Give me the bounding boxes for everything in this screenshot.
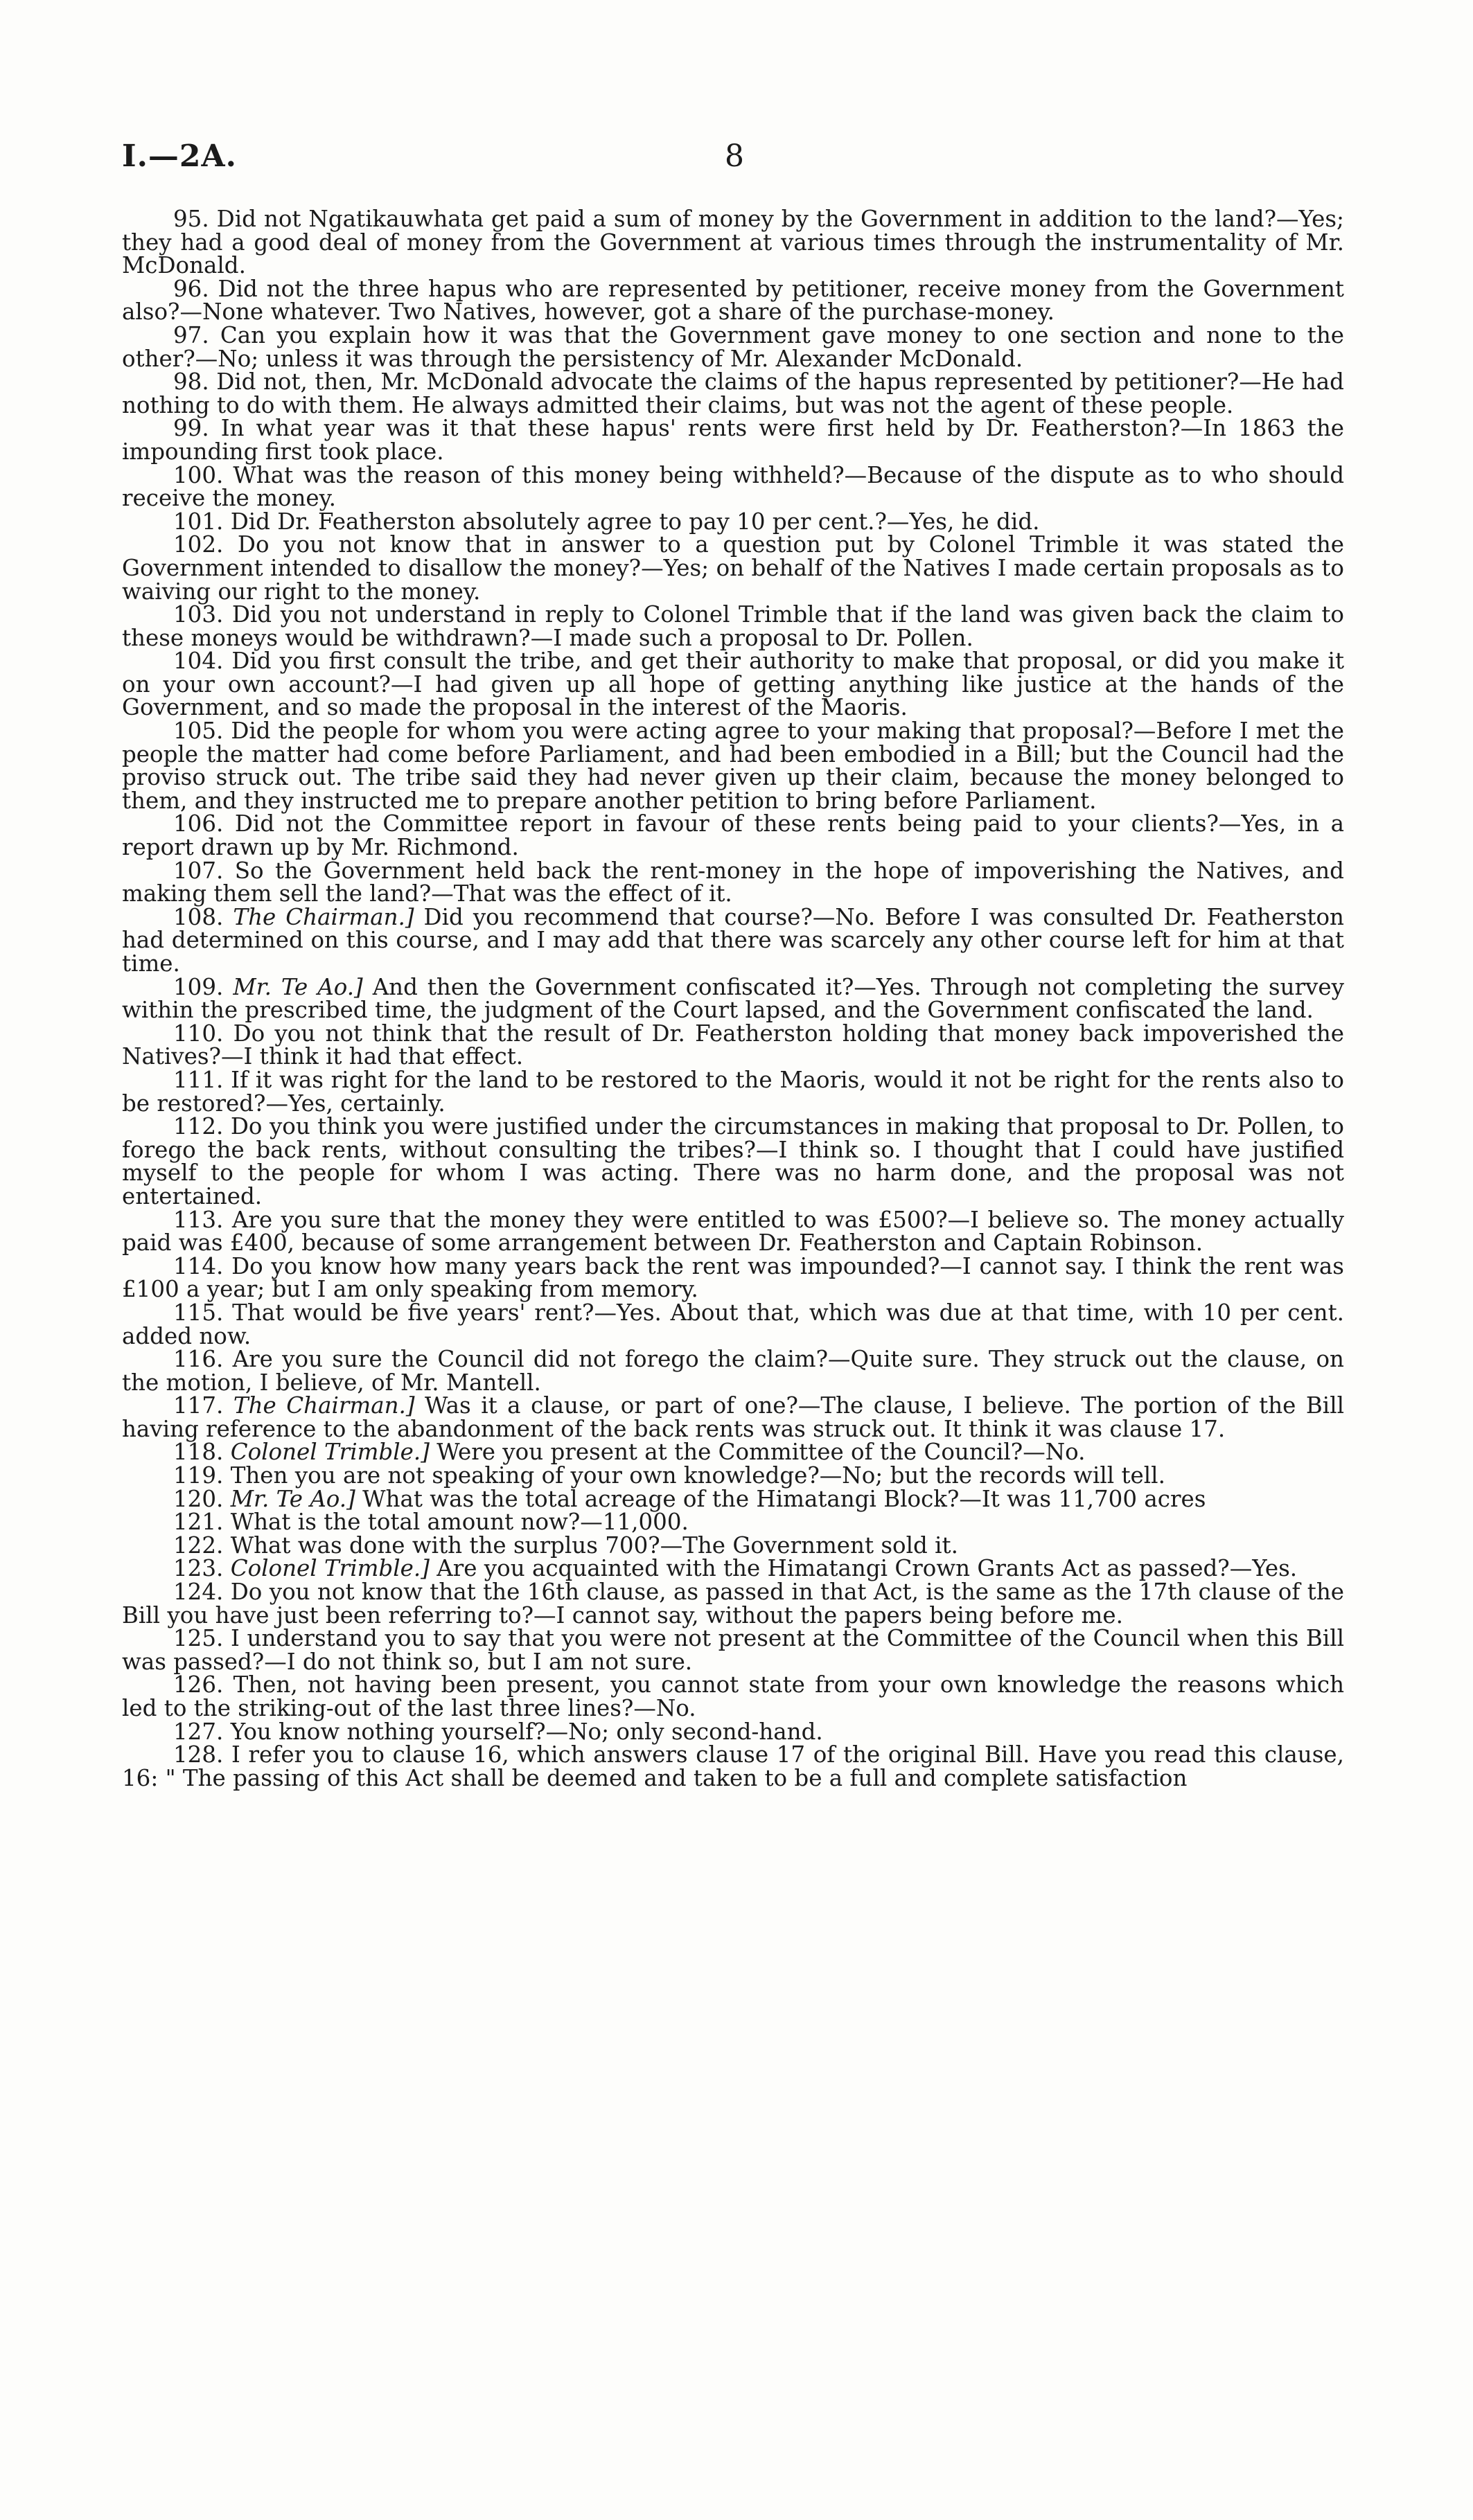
paragraph (122, 371, 1344, 417)
paragraph-text: 96. Did not the three hapus who are represented by petitioner, receive money from the Government also?—None whatever. Two Natives, however, got a share of the purchase-money. (122, 275, 1344, 326)
page-header (122, 139, 1341, 180)
paragraph-text: 126. Then, not having been present, you cannot state from your own knowledge the reasons which led to the striking-out of the last three lines?—No. (122, 1671, 1344, 1721)
paragraph-text: What was the total acreage of the Himatangi Block?—It was 11,700 acres (362, 1485, 1206, 1512)
paragraph-text: 95. Did not Ngatikauwhata get paid a sum of money by the Government in addition to the land?—Yes; they had a good deal of money from the Government at various times through the instrumentality of Mr. McDonald. (122, 206, 1344, 279)
speaker-label: Colonel Trimble.] (230, 1439, 430, 1466)
document-reference: I.—2A. (122, 139, 237, 174)
evidence-body (122, 208, 1344, 1790)
paragraph (122, 1394, 1344, 1441)
paragraph (122, 1115, 1344, 1208)
paragraph (122, 603, 1344, 650)
paragraph (122, 857, 1344, 907)
paragraph-text: 102. Do you not know that in answer to a question put by Colonel Trimble it was stated the Government intended to disallow the money?—Yes; on behalf of the Natives I made certain proposals as to waiving our right to the money. (122, 531, 1344, 605)
paragraph-text: 125. I understand you to say that you were not present at the Committee of the Council when this Bill was passed?—I do not think so, but I am not sure. (122, 1625, 1344, 1675)
paragraph-number: 120. (173, 1485, 224, 1512)
paragraph (122, 1464, 1344, 1488)
paragraph-text: Were you present at the Committee of the Council?—No. (436, 1439, 1086, 1466)
paragraph-text: Did you recommend that course?—No. Before I was consulted Dr. Featherston had determined on this course, and I may add that there was scarcely any other course left for him at that time. (122, 903, 1344, 977)
paragraph-text: 116. Are you sure the Council did not forego the claim?—Quite sure. They struck out the clause, on the motion, I believe, of Mr. Mantell. (122, 1346, 1344, 1396)
paragraph-text: 110. Do you not think that the result of Dr. Featherston holding that money back impoverished the Natives?—I think it had that effect. (122, 1020, 1344, 1070)
paragraph (122, 1441, 1344, 1464)
paragraph (122, 720, 1344, 813)
paragraph (122, 1557, 1344, 1581)
paragraph-text: 127. You know nothing yourself?—No; only second-hand. (173, 1718, 823, 1745)
paragraph (122, 650, 1344, 720)
paragraph-text: 104. Did you first consult the tribe, and get their authority to make that proposal, or did you make it on your own account?—I had given up all hope of getting anything like justice at the hands of the Government, and so made the proposal in the interest of the Maoris. (122, 648, 1344, 721)
paragraph-text: 115. That would be five years' rent?—Yes. About that, which was due at that time, with 10 per cent. added now. (122, 1299, 1344, 1349)
paragraph (122, 973, 1344, 1024)
paragraph (122, 208, 1344, 278)
paragraph (122, 1511, 1344, 1534)
paragraph (122, 1534, 1344, 1558)
paragraph-number: 118. (173, 1439, 224, 1466)
paragraph (122, 275, 1344, 326)
page-number: 8 (725, 139, 744, 174)
paragraph (122, 1252, 1344, 1303)
paragraph (122, 417, 1344, 463)
paragraph-text: Are you acquainted with the Himatangi Crown Grants Act as passed?—Yes. (436, 1555, 1298, 1582)
paragraph (122, 1718, 1344, 1745)
paragraph (122, 1022, 1344, 1069)
speaker-label: Colonel Trimble.] (230, 1555, 430, 1582)
paragraph-text: 97. Can you explain how it was that the Government gave money to one section and none to the other?—No; unless it was through the persistency of Mr. Alexander McDonald. (122, 321, 1344, 372)
paragraph-number: 117. (173, 1392, 224, 1419)
paragraph-text: 111. If it was right for the land to be restored to the Maoris, would it not be right for the rents also to be restored?—Yes, certainly. (122, 1066, 1344, 1117)
paragraph-text: And then the Government confiscated it?—Yes. Through not completing the survey within the prescribed time, the judgment of the Court lapsed, and the Government confiscated the land. (122, 973, 1344, 1024)
paragraph (122, 1299, 1344, 1349)
speaker-label: Mr. Te Ao.] (233, 973, 363, 1000)
paragraph-number: 109. (173, 973, 224, 1000)
paragraph-text: 106. Did not the Committee report in favour of these rents being paid to your clients?—Yes, in a report drawn up by Mr. Richmond. (122, 810, 1344, 861)
paragraph (122, 810, 1344, 861)
paragraph (122, 508, 1344, 535)
paragraph (122, 1485, 1344, 1512)
paragraph-text: 128. I refer you to clause 16, which answers clause 17 of the original Bill. Have you read this clause, 16: " The passing of this Act shall be deemed and taken to be a full and complete satisfaction (122, 1741, 1344, 1791)
speaker-label: Mr. Te Ao.] (230, 1485, 355, 1512)
paragraph-text: 122. What was done with the surplus 700?—The Government sold it. (173, 1532, 958, 1559)
paragraph (122, 1581, 1344, 1627)
paragraph-number: 108. (173, 903, 224, 930)
paragraph (122, 1206, 1344, 1257)
paragraph-text: 112. Do you think you were justified under the circumstances in making that proposal to Dr. Pollen, to forego the back rents, without consulting the tribes?—I think so. I thought that I could have justified myself to the people for whom I was acting. There was no harm done, and the proposal was not entertained. (122, 1113, 1344, 1209)
speaker-label: The Chairman.] (233, 903, 414, 930)
paragraph-text: 103. Did you not understand in reply to Colonel Trimble that if the land was given back the claim to these moneys would be withdrawn?—I made such a proposal to Dr. Pollen. (122, 601, 1344, 651)
paragraph-text: 101. Did Dr. Featherston absolutely agree to pay 10 per cent.?—Yes, he did. (173, 508, 1040, 535)
paragraph (122, 1066, 1344, 1117)
paragraph (122, 1348, 1344, 1394)
paragraph-text: 107. So the Government held back the rent-money in the hope of impoverishing the Natives, and making them sell the land?—That was the effect of it. (122, 857, 1344, 907)
paragraph-text: Was it a clause, or part of one?—The clause, I believe. The portion of the Bill having reference to the abandonment of the back rents was struck out. It think it was clause 17. (122, 1392, 1344, 1442)
paragraph-text: 124. Do you not know that the 16th clause, as passed in that Act, is the same as the 17th clause of the Bill you have just been referring to?—I cannot say, without the papers being before me. (122, 1579, 1344, 1629)
paragraph (122, 903, 1344, 977)
speaker-label: The Chairman.] (233, 1392, 415, 1419)
paragraph-text: 105. Did the people for whom you were acting agree to your making that proposal?—Before I met the people the matter had come before Parliament, and had been embodied in a Bill; but the Council had the proviso struck out. The tribe said they had never given up their claim, because the money belonged to them, and they instructed me to prepare another petition to bring before Parliament. (122, 718, 1344, 814)
paragraph-text: 113. Are you sure that the money they were entitled to was £500?—I believe so. The money actually paid was £400, because of some arrangement between Dr. Featherston and Captain Robinson. (122, 1206, 1344, 1257)
paragraph (122, 461, 1344, 512)
paragraph (122, 321, 1344, 372)
paragraph-text: 99. In what year was it that these hapus' rents were first held by Dr. Featherston?—In 1863 the impounding first took place. (122, 415, 1344, 465)
paragraph-number: 123. (173, 1555, 224, 1582)
paragraph-text: 114. Do you know how many years back the rent was impounded?—I cannot say. I think the rent was £100 a year; but I am only speaking from memory. (122, 1252, 1344, 1303)
paragraph (122, 1671, 1344, 1721)
paragraph (122, 1743, 1344, 1790)
paragraph-text: 119. Then you are not speaking of your own knowledge?—No; but the records will tell. (173, 1462, 1165, 1489)
paragraph-text: 121. What is the total amount now?—11,000. (173, 1509, 689, 1536)
paragraph-text: 98. Did not, then, Mr. McDonald advocate the claims of the hapus represented by petitioner?—He had nothing to do with them. He always admitted their claims, but was not the agent of these people. (122, 369, 1344, 418)
paragraph-text: 100. What was the reason of this money being withheld?—Because of the dispute as to who should receive the money. (122, 461, 1344, 512)
paragraph (122, 1627, 1344, 1674)
paragraph (122, 533, 1344, 603)
